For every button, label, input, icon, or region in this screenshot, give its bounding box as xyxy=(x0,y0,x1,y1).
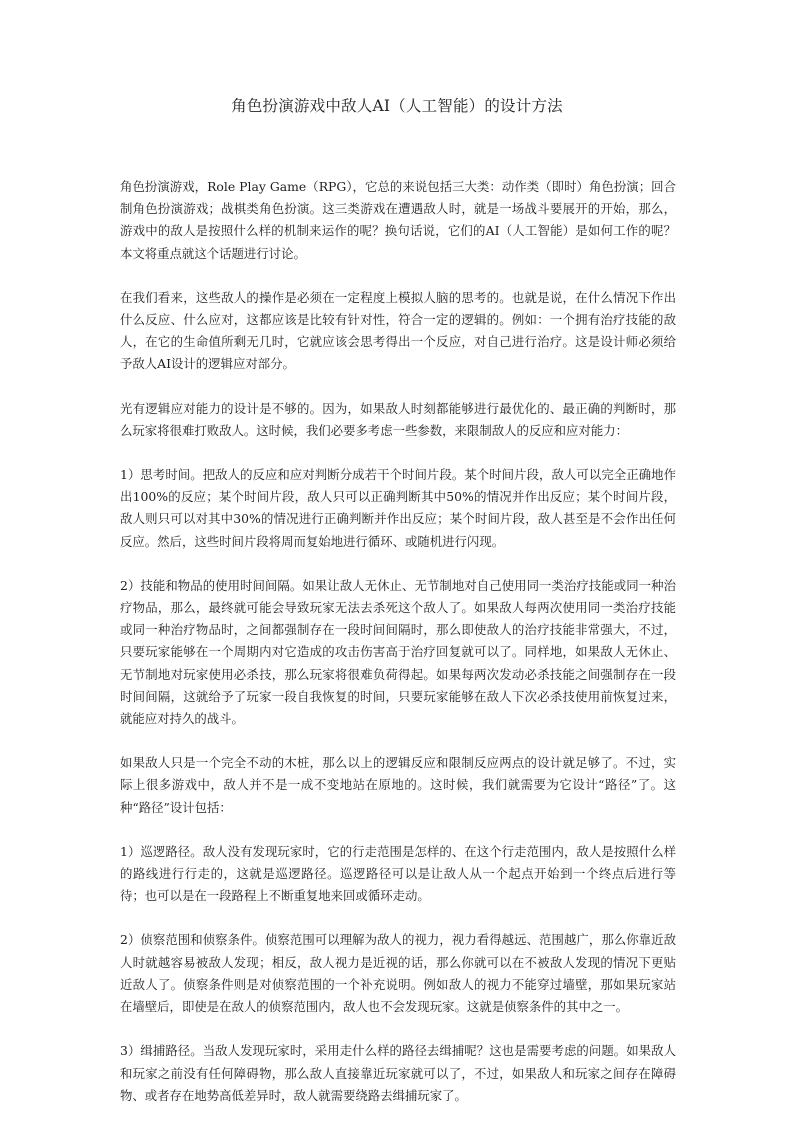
document-body xyxy=(120,176,676,1129)
paragraph-limit-params: 光有逻辑应对能力的设计是不够的。因为，如果敌人时刻都能够进行最优化的、最正确的判断时，那么玩家将很难打败敌人。这时候，我们必要多考虑一些参数，来限制敌人的反应和应对能力： xyxy=(120,400,676,438)
paragraph-patrol-path: 1）巡逻路径。敌人没有发现玩家时，它的行走范围是怎样的、在这个行走范围内，敌人是按照什么样的路线进行行走的，这就是巡逻路径。巡逻路径可以是让敌人从一个起点开始到一个终点后进行等待；也可以是在一段路程上不断重复地来回或循环走动。 xyxy=(120,843,676,904)
document-title: 角色扮演游戏中敌人AI（人工智能）的设计方法 xyxy=(231,97,563,115)
paragraph-path-design: 如果敌人只是一个完全不动的木桩，那么以上的逻辑反应和限制反应两点的设计就足够了。不过，实际上很多游戏中，敌人并不是一成不变地站在原地的。这时候，我们就需要为它设计“路径”了。这种“路径”设计包括： xyxy=(120,755,676,815)
paragraph-intro: 角色扮演游戏，Role Play Game（RPG），它总的来说包括三大类：动作类（即时）角色扮演；回合制角色扮演游戏；战棋类角色扮演。这三类游戏在遭遇敌人时，就是一场战斗要展开的开始，那么，游戏中的敌人是按照什么样的机制来运作的呢？换句话说，它们的AI（人工智能）是如何工作的呢？本文将重点就这个话题进行讨论。 xyxy=(120,179,676,261)
paragraph-chase-path: 3）缉捕路径。当敌人发现玩家时，采用走什么样的路径去缉捕呢？这也是需要考虑的问题。如果敌人和玩家之前没有任何障碍物，那么敌人直接靠近玩家就可以了，不过，如果敌人和玩家之间存在障碍物、或者存在地势高低差异时，敌人就需要绕路去缉捕玩家了。 xyxy=(120,1043,676,1103)
paragraph-thinking-time: 1）思考时间。把敌人的反应和应对判断分成若干个时间片段。某个时间片段，敌人可以完全正确地作出100%的反应；某个时间片段，敌人只可以正确判断其中50%的情况并作出反应；某个时间片段，敌人则只可以对其中30%的情况进行正确判断并作出反应；某个时间片段，敌人甚至是不会作出任何反应。然后，这些时间片段将周而复始地进行循环、或随机进行闪现。 xyxy=(120,467,676,549)
paragraph-skill-interval: 2）技能和物品的使用时间间隔。如果让敌人无休止、无节制地对自己使用同一类治疗技能或同一种治疗物品，那么，最终就可能会导致玩家无法去杀死这个敌人了。如果敌人每两次使用同一类治疗技能或同一种治疗物品时，之间都强制存在一段时间间隔时，那么即使敌人的治疗技能非常强大，不过，只要玩家能够在一个周期内对它造成的攻击伤害高于治疗回复就可以了。同样地，如果敌人无休止、无节制地对玩家使用必杀技，那么玩家将很难负荷得起。如果每两次发动必杀技能之间强制存在一段时间间隔，这就给予了玩家一段自我恢复的时间，只要玩家能够在敌人下次必杀技使用前恢复过来，就能应对持久的战斗。 xyxy=(120,577,676,727)
paragraph-logic-response: 在我们看来，这些敌人的操作是必须在一定程度上模拟人脑的思考的。也就是说，在什么情况下作出什么反应、什么应对，这都应该是比较有针对性，符合一定的逻辑的。例如：一个拥有治疗技能的敌人，在它的生命值所剩无几时，它就应该会思考得出一个反应，对自己进行治疗。这是设计师必须给予敌人AI设计的逻辑应对部分。 xyxy=(120,289,676,372)
paragraph-detection-range: 2）侦察范围和侦察条件。侦察范围可以理解为敌人的视力，视力看得越远、范围越广，那么你靠近敌人时就越容易被敌人发现；相反，敌人视力是近视的话，那么你就可以在不被敌人发现的情况下更贴近敌人了。侦察条件则是对侦察范围的一个补充说明。例如敌人的视力不能穿过墙壁，那如果玩家站在墙壁后，即使是在敌人的侦察范围内，敌人也不会发现玩家。这就是侦察条件的其中之一。 xyxy=(120,932,676,1015)
